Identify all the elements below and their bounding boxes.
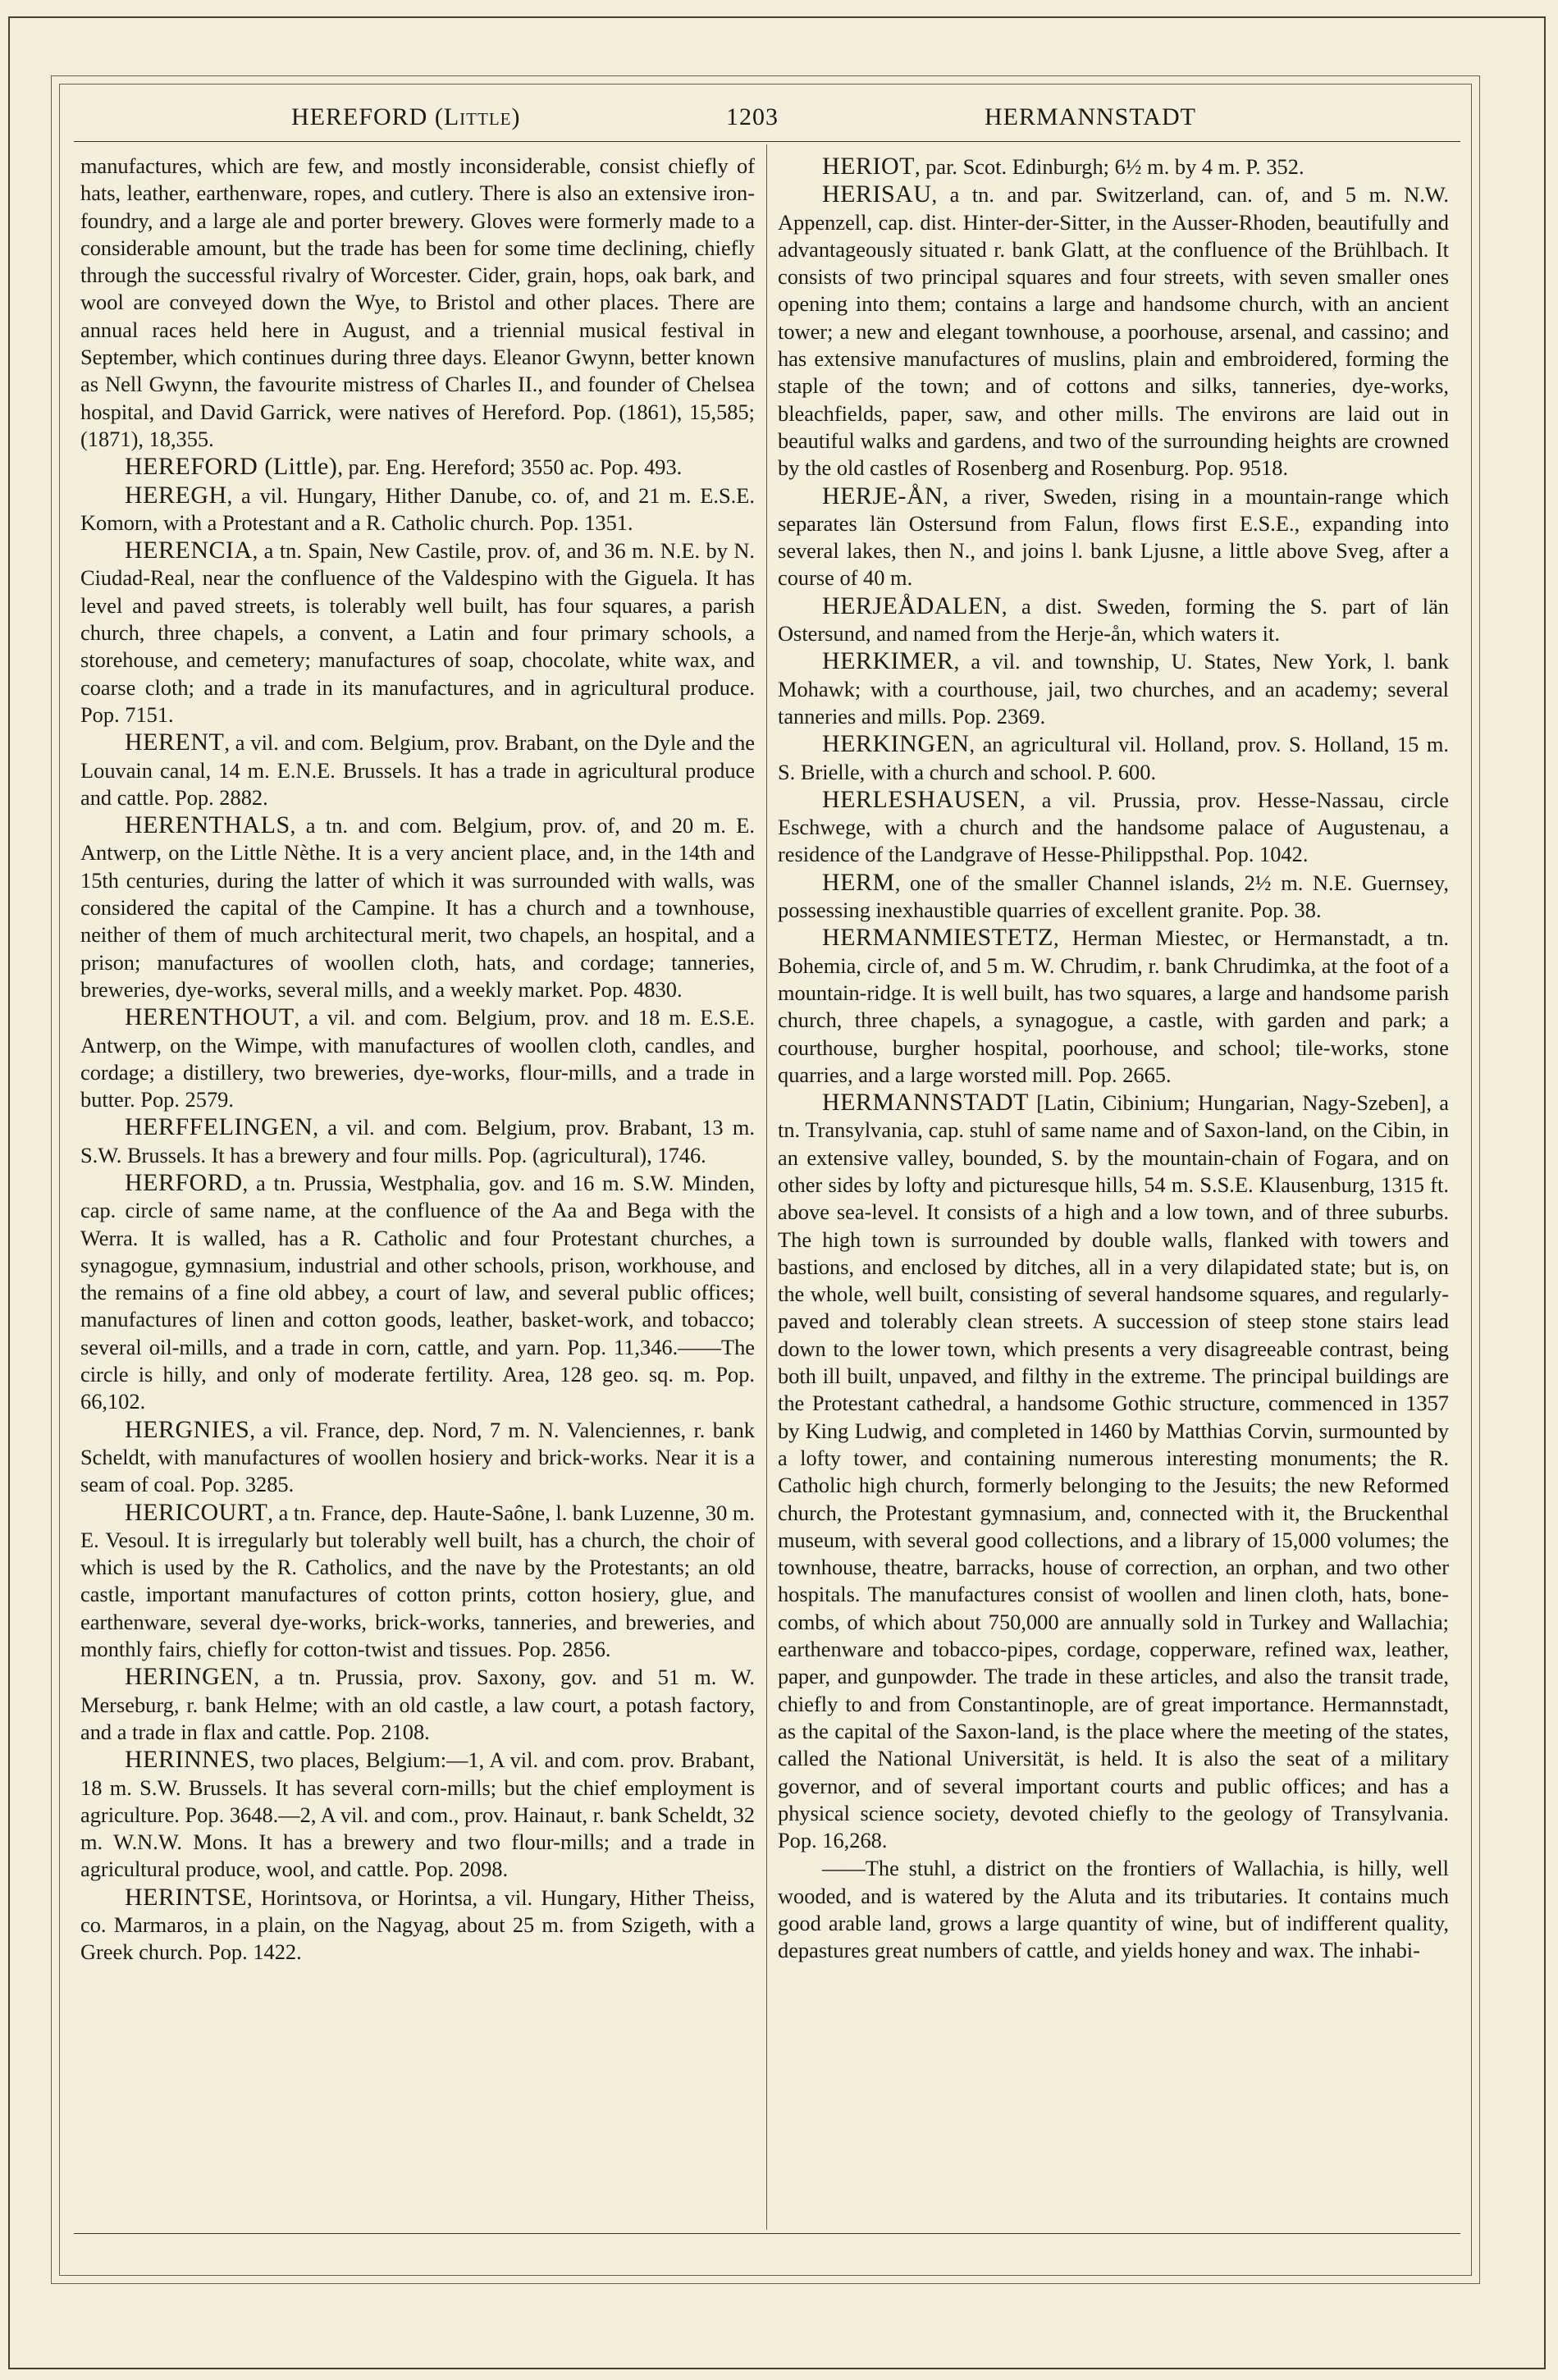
right-column bbox=[778, 153, 1449, 1965]
entry-body: , par. Eng. Hereford; 3550 ac. Pop. 493. bbox=[337, 455, 683, 480]
gazetteer-entry bbox=[778, 647, 1449, 730]
entry-headword: HERM bbox=[822, 868, 895, 896]
entry-body: ——The stuhl, a district on the frontiers of Wallachia, is hilly, well wooded, and is watered by the Aluta and its tributaries. It contains much good arable land, grows a large quantity of wine, but of indifferent quality, depastures great numbers of cattle, and yields honey and wax. The inhabi- bbox=[778, 1856, 1449, 1963]
gazetteer-entry bbox=[778, 482, 1449, 592]
entry-headword: HERGNIES bbox=[125, 1415, 250, 1443]
entry-body: , a river, Sweden, rising in a mountain-range which separates län Ostersund from Falun, flows first E.S.E., expanding into several lakes, then N., and joins l. bank Ljusne, a little above Sveg, after a course of 40 m. bbox=[778, 483, 1449, 591]
entry-headword: HEREGH bbox=[125, 481, 227, 509]
entry-headword: HERKINGEN bbox=[822, 730, 970, 758]
gazetteer-entry bbox=[778, 924, 1449, 1089]
entry-headword: HERMANNSTADT bbox=[822, 1089, 1029, 1117]
gazetteer-entry bbox=[80, 537, 755, 729]
entry-body: , Herman Miestec, or Hermanstadt, a tn. Bohemia, circle of, and 5 m. W. Chrudim, r. bank Chrudimka, at the foot of a mountain-ridge. It is well built, has two squares, a large and handsome parish church, three chapels, a synagogue, a castle, with garden and park; a courthouse, burgher hospital, poorhouse, and school; tile-works, stone quarries, and a large worsted mill. Pop. 2665. bbox=[778, 925, 1449, 1087]
entry-headword: HERJEÅDALEN bbox=[822, 592, 1002, 619]
entry-headword: HERJE-ÅN bbox=[822, 482, 943, 509]
entry-body: , an agricultural vil. Holland, prov. S. Holland, 15 m. S. Brielle, with a church and school. P. 600. bbox=[778, 732, 1449, 784]
gazetteer-entry bbox=[778, 786, 1449, 869]
entry-headword: HERFFELINGEN bbox=[125, 1113, 313, 1141]
entry-headword: HERLESHAUSEN bbox=[822, 785, 1021, 813]
entry-body: , a vil. and com. Belgium, prov. and 18 m. E.S.E. Antwerp, on the Wimpe, with manufactures of woollen cloth, candles, and cordage; a distillery, two breweries, dye-works, flour-mills, and a trade in butter. Pop. 2579. bbox=[80, 1005, 755, 1112]
running-header bbox=[74, 98, 1460, 138]
entry-body: , a tn. Prussia, Westphalia, gov. and 16 m. S.W. Minden, cap. circle of same name, at the confluence of the Aa and Bega with the Werra. It is walled, has a R. Catholic and four Protestant churches, a synagogue, gymnasium, industrial and other schools, prison, workhouse, and the remains of a fine old abbey, a court of law, and several public offices; manufactures of linen and cotton goods, leather, basket-work, and tobacco; several oil-mills, and a trade in corn, cattle, and yarn. Pop. 11,346.——The circle is hilly, and only of moderate fertility. Area, 128 geo. sq. m. Pop. 66,102. bbox=[80, 1170, 755, 1414]
left-column bbox=[80, 153, 755, 1967]
gazetteer-entry bbox=[778, 1854, 1449, 1964]
header-left-title: HEREFORD (Little) bbox=[291, 103, 521, 130]
entry-body: , a dist. Sweden, forming the S. part of län Ostersund, and named from the Herje-ån, which waters it. bbox=[778, 593, 1449, 646]
column-divider bbox=[766, 144, 767, 2230]
entry-body: , a vil. Prussia, prov. Hesse-Nassau, circle Eschwege, with a church and the handsome palace of Augustenau, a residence of the Landgrave of Hesse-Philippsthal. Pop. 1042. bbox=[778, 787, 1449, 867]
entry-body: , a vil. France, dep. Nord, 7 m. N. Valenciennes, r. bank Scheldt, with manufactures of woollen hosiery and brick-works. Near it is a seam of coal. Pop. 3285. bbox=[80, 1417, 755, 1497]
gazetteer-entry bbox=[80, 482, 755, 537]
entry-headword: HERMANMIESTETZ bbox=[822, 924, 1053, 952]
entry-headword: HEREFORD (Little) bbox=[125, 453, 338, 481]
entry-headword: HERINNES bbox=[125, 1746, 250, 1774]
gazetteer-entry bbox=[80, 729, 755, 811]
entry-body: , a vil. and com. Belgium, prov. Brabant, on the Dyle and the Louvain canal, 14 m. E.N.E. Brussels. It has a trade in agricultural produce and cattle. Pop. 2882. bbox=[80, 730, 755, 810]
gazetteer-entry bbox=[80, 1884, 755, 1967]
entry-body: , a vil. Hungary, Hither Danube, co. of, and 21 m. E.S.E. Komorn, with a Protestant and a R. Catholic church. Pop. 1351. bbox=[80, 482, 755, 535]
entry-body: , one of the smaller Channel islands, 2½ m. N.E. Guernsey, possessing inexhaustible quarries of excellent granite. Pop. 38. bbox=[778, 870, 1449, 923]
entry-body: , a vil. and com. Belgium, prov. Brabant, 13 m. S.W. Brussels. It has a brewery and four mills. Pop. (agricultural), 1746. bbox=[80, 1115, 755, 1167]
gazetteer-entry bbox=[778, 180, 1449, 482]
gazetteer-entry bbox=[80, 1416, 755, 1499]
page-number: 1203 bbox=[726, 103, 779, 130]
entry-body: , par. Scot. Edinburgh; 6½ m. by 4 m. P. 352. bbox=[914, 154, 1304, 179]
entry-body: , a tn. Prussia, prov. Saxony, gov. and 51 m. W. Merseburg, r. bank Helme; with an old castle, a law court, a potash factory, and a trade in flax and cattle. Pop. 2108. bbox=[80, 1665, 755, 1744]
footer-rule bbox=[74, 2233, 1460, 2234]
entry-headword: HERENTHOUT bbox=[125, 1003, 295, 1031]
entry-body: , a vil. and township, U. States, New York, l. bank Mohawk; with a courthouse, jail, two churches, and an academy; several tanneries and mills. Pop. 2369. bbox=[778, 649, 1449, 729]
entry-headword: HERENTHALS bbox=[125, 811, 290, 839]
entry-body: [Latin, Cibinium; Hungarian, Nagy-Szeben], a tn. Transylvania, cap. stuhl of same name and of Saxon-land, on the Cibin, in an extensive valley, bounded, S. by the mountain-chain of Fogara, and on other sides by lofty and picturesque hills, 54 m. S.S.E. Klausenburg, 1315 ft. above sea-level. It consists of a high and a low town, and of three suburbs. The high town is surrounded by double walls, flanked with towers and bastions, and enclosed by ditches, all in a very dilapidated state; but is, on the whole, well built, consisting of several handsome squares, and regularly-paved and tolerably clean streets. A succession of steep stone stairs lead down to the lower town, which presents a very disagreeable contrast, being both ill built, unpaved, and filthy in the extreme. The principal buildings are the Protestant cathedral, a handsome Gothic structure, commenced in 1357 by King Ludwig, and completed in 1460 by Matthias Corvin, surmounted by a lofty tower, and containing numerous interesting monuments; the R. Catholic high church, formerly belonging to the Jesuits; the new Reformed church, the Protestant gymnasium, and, connected with it, the Bruckenthal museum, with several good collections, and a library of 15,000 volumes; the townhouse, theatre, barracks, house of correction, an orphan, and two other hospitals. The manufactures consist of woollen and linen cloth, hats, bone-combs, of which about 750,000 are annually sold in Turkey and Wallachia; earthenware and tobacco-pipes, cordage, copperware, refined wax, leather, paper, and gunpowder. The trade in these articles, and also the transit trade, chiefly to and from Constantinople, are of great importance. Hermannstadt, as the capital of the Saxon-land, is the place where the meeting of the states, called the National Universität, is held. It is also the seat of a military governor, and of several important courts and public offices; and has a physical science society, devoted chiefly to the geology of Transylvania. Pop. 16,268. bbox=[778, 1090, 1449, 1853]
entry-headword: HERIOT bbox=[822, 153, 915, 180]
entry-body: , a tn. and par. Switzerland, can. of, and 5 m. N.W. Appenzell, cap. dist. Hinter-der-Sitter, in the Ausser-Rhoden, beautifully and advantageously situated r. bank Glatt, at the confluence of the Brühlbach. It consists of two principal squares and four streets, with seven smaller ones opening into them; contains a large and handsome church, with an ancient tower; a new and elegant townhouse, a poorhouse, arsenal, and cassino; and has extensive manufactures of muslins, plain and embroidered, forming the staple of the town; and of cottons and silks, tanneries, dye-works, bleachfields, paper, saw, and other mills. The environs are laid out in beautiful walks and gardens, and two of the surrounding heights are crowned by the old castles of Rosenberg and Rosenburg. Pop. 9518. bbox=[778, 182, 1449, 481]
left-entry-list bbox=[80, 453, 755, 1966]
entry-headword: HERKIMER bbox=[822, 647, 954, 675]
gazetteer-entry bbox=[778, 869, 1449, 925]
header-rule bbox=[74, 141, 1460, 142]
gazetteer-entry bbox=[80, 1499, 755, 1664]
gazetteer-entry bbox=[778, 1089, 1449, 1854]
entry-headword: HERENT bbox=[125, 729, 225, 756]
gazetteer-entry bbox=[80, 1663, 755, 1746]
gazetteer-entry bbox=[778, 592, 1449, 648]
continued-entry-text: manufactures, which are few, and mostly inconsiderable, consist chiefly of hats, leather, earthenware, ropes, and cutlery. There is also an extensive iron-foundry, and a large ale and porter brewery. Gloves were formerly made to a considerable amount, but the trade has been for some time declining, chiefly through the successful rivalry of Worcester. Cider, grain, hops, oak bark, and wool are conveyed down the Wye, to Bristol and other places. There are annual races held here in August, and a triennial musical festival in September, which continues during three days. Eleanor Gwynn, better known as Nell Gwynn, the favourite mistress of Charles II., and founder of Chelsea hospital, and David Garrick, were natives of Hereford. Pop. (1861), 15,585; (1871), 18,355. bbox=[80, 153, 755, 451]
gazetteer-entry bbox=[80, 811, 755, 1003]
entry-body: , a tn. Spain, New Castile, prov. of, and 36 m. N.E. by N. Ciudad-Real, near the confluence of the Valdespino with the Giguela. It has level and paved streets, is tolerably well built, has four squares, a parish church, three chapels, a convent, a Latin and four primary schools, a storehouse, and cemetery; manufactures of soap, chocolate, white wax, and coarse cloth; and a trade in its manufactures, and in agricultural produce. Pop. 7151. bbox=[80, 538, 755, 727]
gazetteer-entry bbox=[778, 730, 1449, 786]
gazetteer-entry bbox=[80, 1746, 755, 1883]
entry-headword: HERISAU bbox=[822, 180, 932, 208]
entry-headword: HERFORD bbox=[125, 1168, 243, 1196]
entry-body: , Horintsova, or Horintsa, a vil. Hungary, Hither Theiss, co. Marmaros, in a plain, on the Nagyag, about 25 m. from Szigeth, with a Greek church. Pop. 1422. bbox=[80, 1884, 755, 1965]
entry-headword: HERINTSE bbox=[125, 1883, 247, 1911]
gazetteer-entry bbox=[778, 153, 1449, 180]
gazetteer-entry bbox=[80, 1169, 755, 1416]
gazetteer-entry bbox=[80, 1003, 755, 1113]
entry-body: , a tn. France, dep. Haute-Saône, l. bank Luzenne, 30 m. E. Vesoul. It is irregularly but tolerably well built, has a church, the choir of which is used by the R. Catholics, and the nave by the Protestants; an old castle, important manufactures of cotton prints, cotton hosiery, glue, and earthenware, several dye-works, brick-works, tanneries, and breweries, and monthly fairs, chiefly for cotton-twist and tissues. Pop. 2856. bbox=[80, 1500, 755, 1662]
entry-headword: HERENCIA bbox=[125, 537, 253, 564]
entry-body: , a tn. and com. Belgium, prov. of, and 20 m. E. Antwerp, on the Little Nèthe. It is a very ancient place, and, in the 14th and 15th centuries, during the latter of which it was surrounded with walls, was considered the capital of the Campine. It has a church and a townhouse, neither of them of much architectural merit, two chapels, an hospital, and a prison; manufactures of woollen cloth, hats, and cordage; tanneries, breweries, dye-works, several mills, and a weekly market. Pop. 4830. bbox=[80, 813, 755, 1002]
right-entry-list bbox=[778, 153, 1449, 1965]
header-right-title: HERMANNSTADT bbox=[985, 103, 1196, 130]
entry-body: , two places, Belgium:—1, A vil. and com. prov. Brabant, 18 m. S.W. Brussels. It has several corn-mills; but the chief employment is agriculture. Pop. 3648.—2, A vil. and com., prov. Hainaut, r. bank Scheldt, 32 m. W.N.W. Mons. It has a brewery and two flour-mills; and a trade in agricultural produce, wool, and cattle. Pop. 2098. bbox=[80, 1747, 755, 1882]
entry-headword: HERINGEN bbox=[125, 1663, 254, 1691]
entry-headword: HERICOURT bbox=[125, 1498, 268, 1526]
gazetteer-entry bbox=[80, 1113, 755, 1169]
gazetteer-entry bbox=[80, 453, 755, 481]
